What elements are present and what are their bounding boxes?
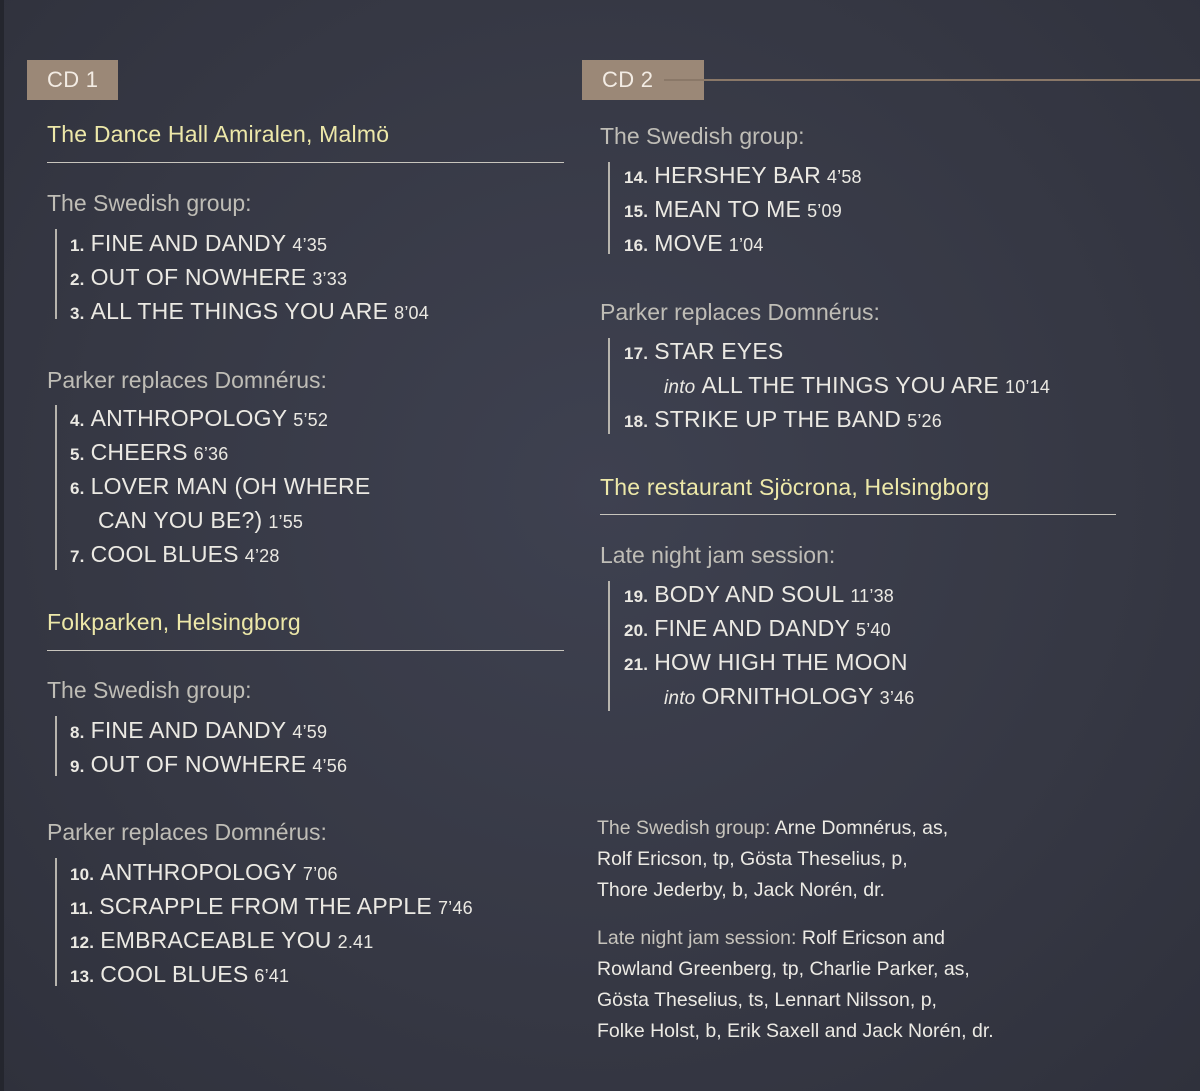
cd1-group1-bar — [55, 229, 57, 319]
track-19: 19. BODY AND SOUL 11’38 — [624, 581, 895, 607]
cd1-group-heading-4: Parker replaces Domnérus: — [47, 819, 327, 845]
cd1-venue-amiralen: The Dance Hall Amiralen, Malmö — [47, 121, 390, 147]
track-20: 20. FINE AND DANDY 5’40 — [624, 615, 891, 641]
cd1-group4-bar — [55, 858, 57, 986]
credits-jam-line-1: Late night jam session: Rolf Ericson and — [597, 927, 945, 949]
track-3: 3. ALL THE THINGS YOU ARE 8’04 — [70, 298, 429, 324]
cd1-group-heading-3: The Swedish group: — [47, 677, 252, 703]
track-5: 5. CHEERS 6’36 — [70, 439, 229, 465]
track-6-continued: CAN YOU BE?) 1’55 — [98, 507, 304, 533]
cd2-badge-rule — [664, 79, 1200, 81]
track-1: 1. FINE AND DANDY 4’35 — [70, 230, 328, 256]
track-12: 12. EMBRACEABLE YOU 2.41 — [70, 927, 374, 953]
track-18: 18. STRIKE UP THE BAND 5’26 — [624, 406, 942, 432]
cd2-venue-sjocrona: The restaurant Sjöcrona, Helsingborg — [600, 474, 990, 500]
credits-swedish-line-2: Rolf Ericson, tp, Gösta Theselius, p, — [597, 848, 908, 870]
track-21-continued: into ORNITHOLOGY 3’46 — [664, 683, 915, 709]
cd2-badge: CD 2 — [582, 60, 704, 100]
track-11: 11. SCRAPPLE FROM THE APPLE 7’46 — [70, 893, 473, 919]
cd1-venue-folkparken: Folkparken, Helsingborg — [47, 609, 301, 635]
cd2-group-heading-3: Late night jam session: — [600, 542, 836, 568]
track-6: 6. LOVER MAN (OH WHERE — [70, 473, 371, 499]
track-17: 17. STAR EYES — [624, 338, 784, 364]
track-14: 14. HERSHEY BAR 4’58 — [624, 162, 862, 188]
cd2-group-heading-1: The Swedish group: — [600, 123, 805, 149]
track-16: 16. MOVE 1’04 — [624, 230, 764, 256]
credits-swedish-group — [597, 813, 1157, 906]
cd2-group1-bar — [608, 162, 610, 254]
cd1-venue1-rule — [47, 162, 564, 163]
track-4: 4. ANTHROPOLOGY 5’52 — [70, 405, 329, 431]
cd1-badge: CD 1 — [27, 60, 118, 100]
cd1-venue2-rule — [47, 650, 564, 651]
cd2-group2-bar — [608, 338, 610, 434]
track-17-continued: into ALL THE THINGS YOU ARE 10’14 — [664, 372, 1051, 398]
track-2: 2. OUT OF NOWHERE 3’33 — [70, 264, 348, 290]
credits-swedish-line-1: The Swedish group: Arne Domnérus, as, — [597, 817, 949, 839]
track-7: 7. COOL BLUES 4’28 — [70, 541, 280, 567]
cd2-group3-bar — [608, 581, 610, 711]
cd1-group2-bar — [55, 405, 57, 570]
track-9: 9. OUT OF NOWHERE 4’56 — [70, 751, 348, 777]
track-15: 15. MEAN TO ME 5’09 — [624, 196, 842, 222]
credits-jam-session — [597, 923, 1157, 1047]
track-10: 10. ANTHROPOLOGY 7’06 — [70, 859, 338, 885]
credits-jam-line-4: Folke Holst, b, Erik Saxell and Jack Norén, dr. — [597, 1020, 994, 1042]
credits-jam-line-3: Gösta Theselius, ts, Lennart Nilsson, p, — [597, 989, 937, 1011]
cd2-venue-rule — [600, 514, 1116, 515]
cd1-group-heading-1: The Swedish group: — [47, 190, 252, 216]
track-8: 8. FINE AND DANDY 4’59 — [70, 717, 328, 743]
track-21: 21. HOW HIGH THE MOON — [624, 649, 908, 675]
track-13: 13. COOL BLUES 6’41 — [70, 961, 290, 987]
booklet-edge — [0, 0, 4, 1091]
cd1-group-heading-2: Parker replaces Domnérus: — [47, 367, 327, 393]
cd2-group-heading-2: Parker replaces Domnérus: — [600, 299, 880, 325]
credits-swedish-line-3: Thore Jederby, b, Jack Norén, dr. — [597, 879, 885, 901]
credits-jam-line-2: Rowland Greenberg, tp, Charlie Parker, as, — [597, 958, 970, 980]
cd1-group3-bar — [55, 716, 57, 776]
